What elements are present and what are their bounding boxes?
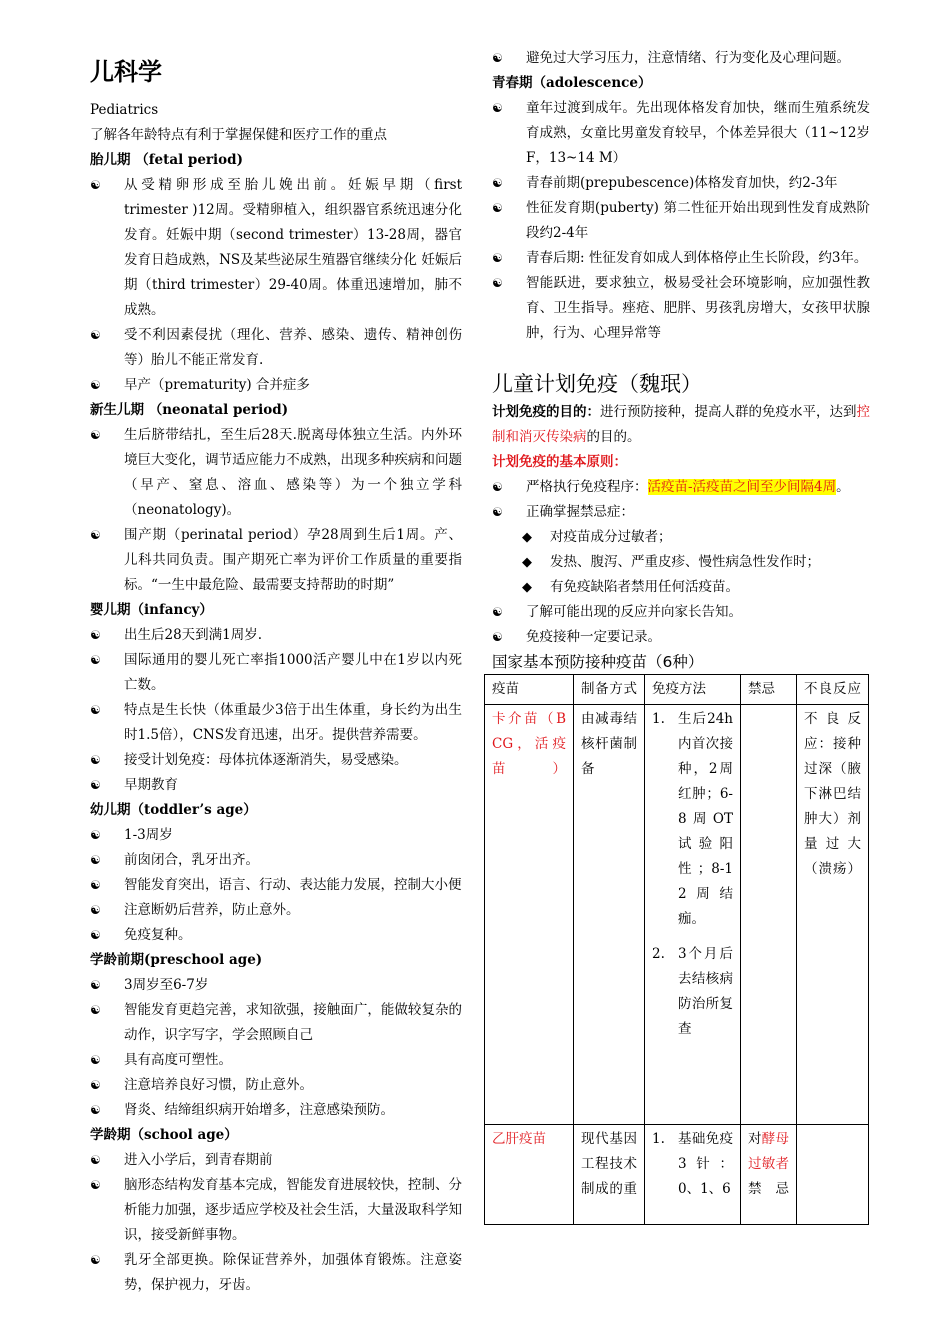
section-heading: 新生儿期 （neonatal period) [90,402,289,418]
list-item [90,1248,462,1298]
table-header: 制备方式 [574,675,645,705]
contra-text: 对 [748,1131,762,1147]
table-row [485,705,869,1125]
item-text: 早产（prematurity) 合并症多 [124,377,310,393]
item-text: 受不利因素侵扰（理化、营养、感染、遗传、精神创伤等）胎儿不能正常发育. [124,327,462,368]
immunization-title: 儿童计划免疫（魏珉） [492,372,702,396]
list-item [90,773,462,798]
left-column [90,0,462,1298]
step-number: 1. [652,1131,665,1147]
vaccine-contra [741,705,797,1125]
step-text: 基础免疫3针：0、1、6 [678,1131,733,1197]
table-header: 免疫方法 [645,675,741,705]
item-text: 了解可能出现的反应并向家长告知。 [526,604,742,620]
contra-highlight: 酵母过敏者 [748,1131,789,1172]
list-item [90,1148,462,1173]
list-item [492,196,870,246]
adolescence-list [492,96,870,346]
item-text: 乳牙全部更换。除保证营养外，加强体育锻炼。注意姿势，保护视力，牙齿。 [124,1252,462,1293]
item-text: 免疫接种一定要记录。 [526,629,661,645]
item-text: 早期教育 [124,777,178,793]
page-title: 儿科学 [90,58,162,86]
yin-yang-bullet-icon: ☯ [90,1153,101,1167]
yin-yang-bullet-icon: ☯ [492,251,503,265]
item-text: 智能发育突出，语言、行动、表达能力发展，控制大小便 [124,877,462,893]
step-number: 2. [652,946,665,962]
list-item [90,1073,462,1098]
yin-yang-bullet-icon: ☯ [90,778,101,792]
section-heading: 胎儿期 （fetal period) [90,152,244,168]
item-text: 有免疫缺陷者禁用任何活疫苗。 [550,579,739,595]
item-text: 对疫苗成分过敏者； [550,529,672,545]
vaccine-reaction: 不良反应：接种过深（腋下淋巴结肿大）剂量过大（溃疡） [797,705,869,1125]
item-text: 免疫复种。 [124,927,192,943]
list-item [492,46,870,71]
list-item [90,848,462,873]
list-item [90,898,462,923]
item-text: 脑形态结构发育基本完成，智能发育进展较快，控制、分析能力加强，逐步适应学校及社会生活，大量汲取科学知识，接受新鲜事物。 [124,1177,462,1243]
yin-yang-bullet-icon: ☯ [492,276,503,290]
yin-yang-bullet-icon: ☯ [492,51,503,65]
section-heading: 学龄期（school age） [90,1127,238,1143]
table-header-row [485,675,869,705]
list-item [492,96,870,171]
list-item [90,648,462,698]
list-item [90,1098,462,1123]
yin-yang-bullet-icon: ☯ [90,753,101,767]
diamond-bullet-icon: ◆ [522,530,532,545]
vaccine-prep: 现代基因工程技术制成的重 [574,1125,645,1225]
list-item [492,600,870,625]
item-text: 3周岁至6-7岁 [124,977,209,993]
yin-yang-bullet-icon: ☯ [90,528,101,542]
yin-yang-bullet-icon: ☯ [90,1253,101,1267]
contraindication-item [492,525,870,550]
item-text: 围产期（perinatal period）孕28周到生后1周。产、儿科共同负责。围产期死亡率为评价工作质量的重要指标。“一生中最危险、最需要支持帮助的时期” [124,527,462,593]
yin-yang-bullet-icon: ☯ [90,178,101,192]
yin-yang-bullet-icon: ☯ [90,1003,101,1017]
purpose-paragraph [492,400,870,450]
item-text: 严格执行免疫程序： [526,479,648,495]
yin-yang-bullet-icon: ☯ [492,630,503,644]
vaccine-method [645,1125,741,1225]
list-item [492,171,870,196]
table-header: 不良反应 [797,675,869,705]
table-header: 禁忌 [741,675,797,705]
vaccine-prep: 由减毒结核杆菌制备 [574,705,645,1125]
yin-yang-bullet-icon: ☯ [492,176,503,190]
item-text: 特点是生长快（体重最少3倍于出生体重，身长约为出生时1.5倍），CNS发育迅速，出牙。提供营养需要。 [124,702,462,743]
yin-yang-bullet-icon: ☯ [90,378,101,392]
item-text: 童年过渡到成年。先出现体格发育加快，继而生殖系统发育成熟，女童比男童发育较早，个体差异很大（11~12岁F，13~14 M） [526,100,870,166]
contra-text-end: 禁忌 [748,1181,789,1197]
list-item [90,423,462,523]
list-item [90,523,462,598]
section-heading: 幼儿期（toddler’s age） [90,802,257,818]
diamond-bullet-icon: ◆ [522,580,532,595]
yin-yang-bullet-icon: ☯ [492,605,503,619]
item-text: 国际通用的婴儿死亡率指1000活产婴儿中在1岁以内死亡数。 [124,652,462,693]
yin-yang-bullet-icon: ☯ [90,628,101,642]
highlighted-rule: 活疫苗-活疫苗之间至少间隔4周 [647,479,837,495]
list-item [492,500,870,525]
item-text: 具有高度可塑性。 [124,1052,232,1068]
yin-yang-bullet-icon: ☯ [90,428,101,442]
item-text: 注意断奶后营养，防止意外。 [124,902,300,918]
section-heading-adolescence: 青春期（adolescence） [492,75,652,91]
table-row [485,1125,869,1225]
purpose-text-end: 的目的。 [586,429,641,445]
principle-heading: 计划免疫的基本原则： [492,454,627,470]
item-text: 1-3周岁 [124,827,173,843]
item-text: 正确掌握禁忌症： [526,504,634,520]
yin-yang-bullet-icon: ☯ [492,201,503,215]
list-item [90,748,462,773]
intro-text: 了解各年龄特点有利于掌握保健和医疗工作的重点 [90,127,387,143]
vaccine-method [645,705,741,1125]
diamond-bullet-icon: ◆ [522,555,532,570]
yin-yang-bullet-icon: ☯ [90,1103,101,1117]
contraindication-list [492,525,870,600]
item-text: 前囱闭合，乳牙出齐。 [124,852,259,868]
list-item [90,873,462,898]
yin-yang-bullet-icon: ☯ [90,653,101,667]
yin-yang-bullet-icon: ☯ [90,928,101,942]
step-text: 3个月后去结核病防治所复查 [678,946,733,1037]
vaccine-table [484,674,869,1225]
list-item [492,475,870,500]
yin-yang-bullet-icon: ☯ [492,101,503,115]
list-item [90,823,462,848]
purpose-text: 进行预防接种，提高人群的免疫水平，达到 [600,404,857,420]
yin-yang-bullet-icon: ☯ [90,328,101,342]
item-text: 从受精卵形成至胎儿娩出前。妊娠早期（first trimester )12周。受精卵植入，组织器官系统迅速分化发育。妊娠中期（second trimester）13-28周，器官发育日趋成熟，NS及某些泌尿生殖器官继续分化 妊娠后期（third trimester）29-40周。体重迅速增加，肺不成熟。 [124,177,462,318]
purpose-highlight: 控制和消灭传染病 [492,404,870,445]
item-text: 智能跃进，要求独立，极易受社会环境影响，应加强性教育、卫生指导。痤疮、肥胖、男孩乳房增大，女孩甲状腺肿，行为、心理异常等 [526,275,870,341]
item-text: 避免过大学习压力，注意情绪、行为变化及心理问题。 [526,50,850,66]
vaccine-reaction [797,1125,869,1225]
yin-yang-bullet-icon: ☯ [90,853,101,867]
section-heading: 婴儿期（infancy） [90,602,213,618]
item-text: 青春后期: 性征发育如成人到体格停止生长阶段，约3年。 [526,250,868,266]
table-header: 疫苗 [485,675,574,705]
list-item [90,373,462,398]
list-item [90,1048,462,1073]
method-step [652,707,733,932]
list-item [90,923,462,948]
contraindication-item [492,550,870,575]
item-text: 发热、腹泻、严重皮疹、慢性病急性发作时； [550,554,820,570]
yin-yang-bullet-icon: ☯ [90,1178,101,1192]
yin-yang-bullet-icon: ☯ [90,703,101,717]
subtitle: Pediatrics [90,102,159,118]
item-text: 性征发育期(puberty) 第二性征开始出现到性发育成熟阶段约2-4年 [526,200,870,241]
list-item [90,973,462,998]
item-text-end: 。 [836,479,850,495]
right-column [492,0,870,1225]
yin-yang-bullet-icon: ☯ [90,828,101,842]
section-heading: 学龄前期(preschool age) [90,952,263,968]
vaccine-contra [741,1125,797,1225]
item-text: 肾炎、结缔组织病开始增多，注意感染预防。 [124,1102,394,1118]
table-caption: 国家基本预防接种疫苗（6种） [492,653,704,671]
item-text: 接受计划免疫：母体抗体逐渐消失，易受感染。 [124,752,408,768]
vaccine-name: 乙肝疫苗 [485,1125,574,1225]
method-step [652,1127,733,1202]
yin-yang-bullet-icon: ☯ [90,878,101,892]
item-text: 注意培养良好习惯，防止意外。 [124,1077,313,1093]
yin-yang-bullet-icon: ☯ [90,1078,101,1092]
yin-yang-bullet-icon: ☯ [90,903,101,917]
list-item [90,173,462,323]
item-text: 智能发育更趋完善，求知欲强，接触面广，能做较复杂的动作，识字写字，学会照顾自己 [124,1002,462,1043]
stage-sections [90,148,462,1298]
vaccine-name: 卡介苗（BCG，活疫苗） [485,705,574,1125]
item-text: 青春前期(prepubescence)体格发育加快，约2-3年 [526,175,838,191]
purpose-label: 计划免疫的目的： [492,404,600,420]
list-item [90,323,462,373]
item-text: 出生后28天到满1周岁. [124,627,263,643]
contraindication-item [492,575,870,600]
list-item [492,625,870,650]
yin-yang-bullet-icon: ☯ [90,978,101,992]
step-number: 1. [652,711,665,727]
yin-yang-bullet-icon: ☯ [492,480,503,494]
list-item [90,998,462,1048]
list-item [90,623,462,648]
yin-yang-bullet-icon: ☯ [492,505,503,519]
list-item [492,271,870,346]
step-text: 生后24h内首次接种，2周红肿；6-8周OT试验阳性；8-12周结痂。 [678,711,733,927]
item-text: 生后脐带结扎，至生后28天.脱离母体独立生活。内外环境巨大变化，调节适应能力不成熟，出现多种疾病和问题（早产、窒息、溶血、感染等）为一个独立学科（neonatology)。 [124,427,462,518]
yin-yang-bullet-icon: ☯ [90,1053,101,1067]
list-item [492,246,870,271]
list-item [90,698,462,748]
method-step [652,942,733,1042]
list-item [90,1173,462,1248]
item-text: 进入小学后，到青春期前 [124,1152,273,1168]
